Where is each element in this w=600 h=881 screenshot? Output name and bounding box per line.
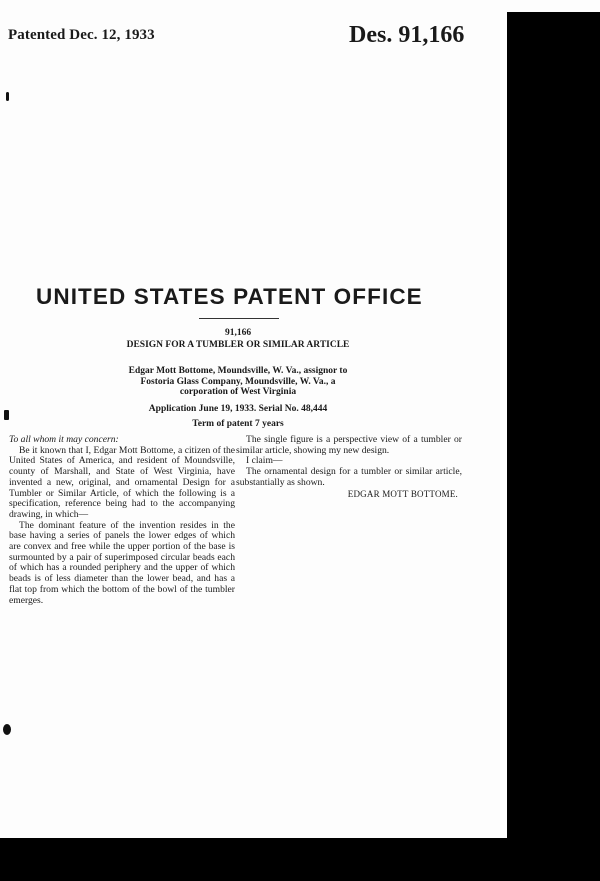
patent-term: Term of patent 7 years [192, 419, 284, 429]
scan-mark [4, 410, 9, 420]
patent-number: 91,166 [224, 328, 252, 338]
office-title: UNITED STATES PATENT OFFICE [36, 284, 423, 309]
figure-description: The single figure is a perspective view of a tumbler or similar article, showing my new design. [236, 434, 462, 456]
design-title: DESIGN FOR A TUMBLER OR SIMILAR ARTICLE [126, 340, 350, 350]
design-number: Des. 91,166 [349, 22, 465, 48]
title-rule [199, 318, 279, 319]
text-column-right [236, 435, 462, 499]
scan-mark [6, 92, 9, 101]
scan-border-bottom [0, 838, 600, 881]
text-column-left [9, 435, 235, 606]
salutation: To all whom it may concern: [9, 434, 119, 445]
claim-text: The ornamental design for a tumbler or similar article, substantially as shown. [236, 466, 462, 488]
description-paragraph: The dominant feature of the invention resides in the base having a series of panels the lower edges of which are convex and free while the upper portion of the base is surmounted by a pair of superimposed circular beads each of which has a rounded periphery and the upper of which beads is of less diameter than the lower bead, and has a flat top from which the bottom of the bowl of the tumbler emerges. [9, 519, 235, 606]
specification-paragraph: Be it known that I, Edgar Mott Bottome, a citizen of the United States of America, and resident of Moundsville, county of Marshall, and State of West Virginia, have invented a new, original, and ornamental Design for a Tumbler or Similar Article, of which the following is a specification, reference being had to the accompanying drawing, in which— [9, 444, 235, 520]
hole-punch-mark [3, 724, 11, 735]
claim-intro: I claim— [246, 455, 283, 467]
inventor-signature: EDGAR MOTT BOTTOME. [347, 488, 458, 499]
scan-border-right [507, 12, 600, 881]
inventor-assignment: Edgar Mott Bottome, Moundsville, W. Va., assignor to Fostoria Glass Company, Moundsville, W. Va., a corporation of West Virginia [128, 366, 348, 397]
application-line: Application June 19, 1933. Serial No. 48,444 [148, 404, 328, 414]
patented-date: Patented Dec. 12, 1933 [8, 27, 155, 43]
